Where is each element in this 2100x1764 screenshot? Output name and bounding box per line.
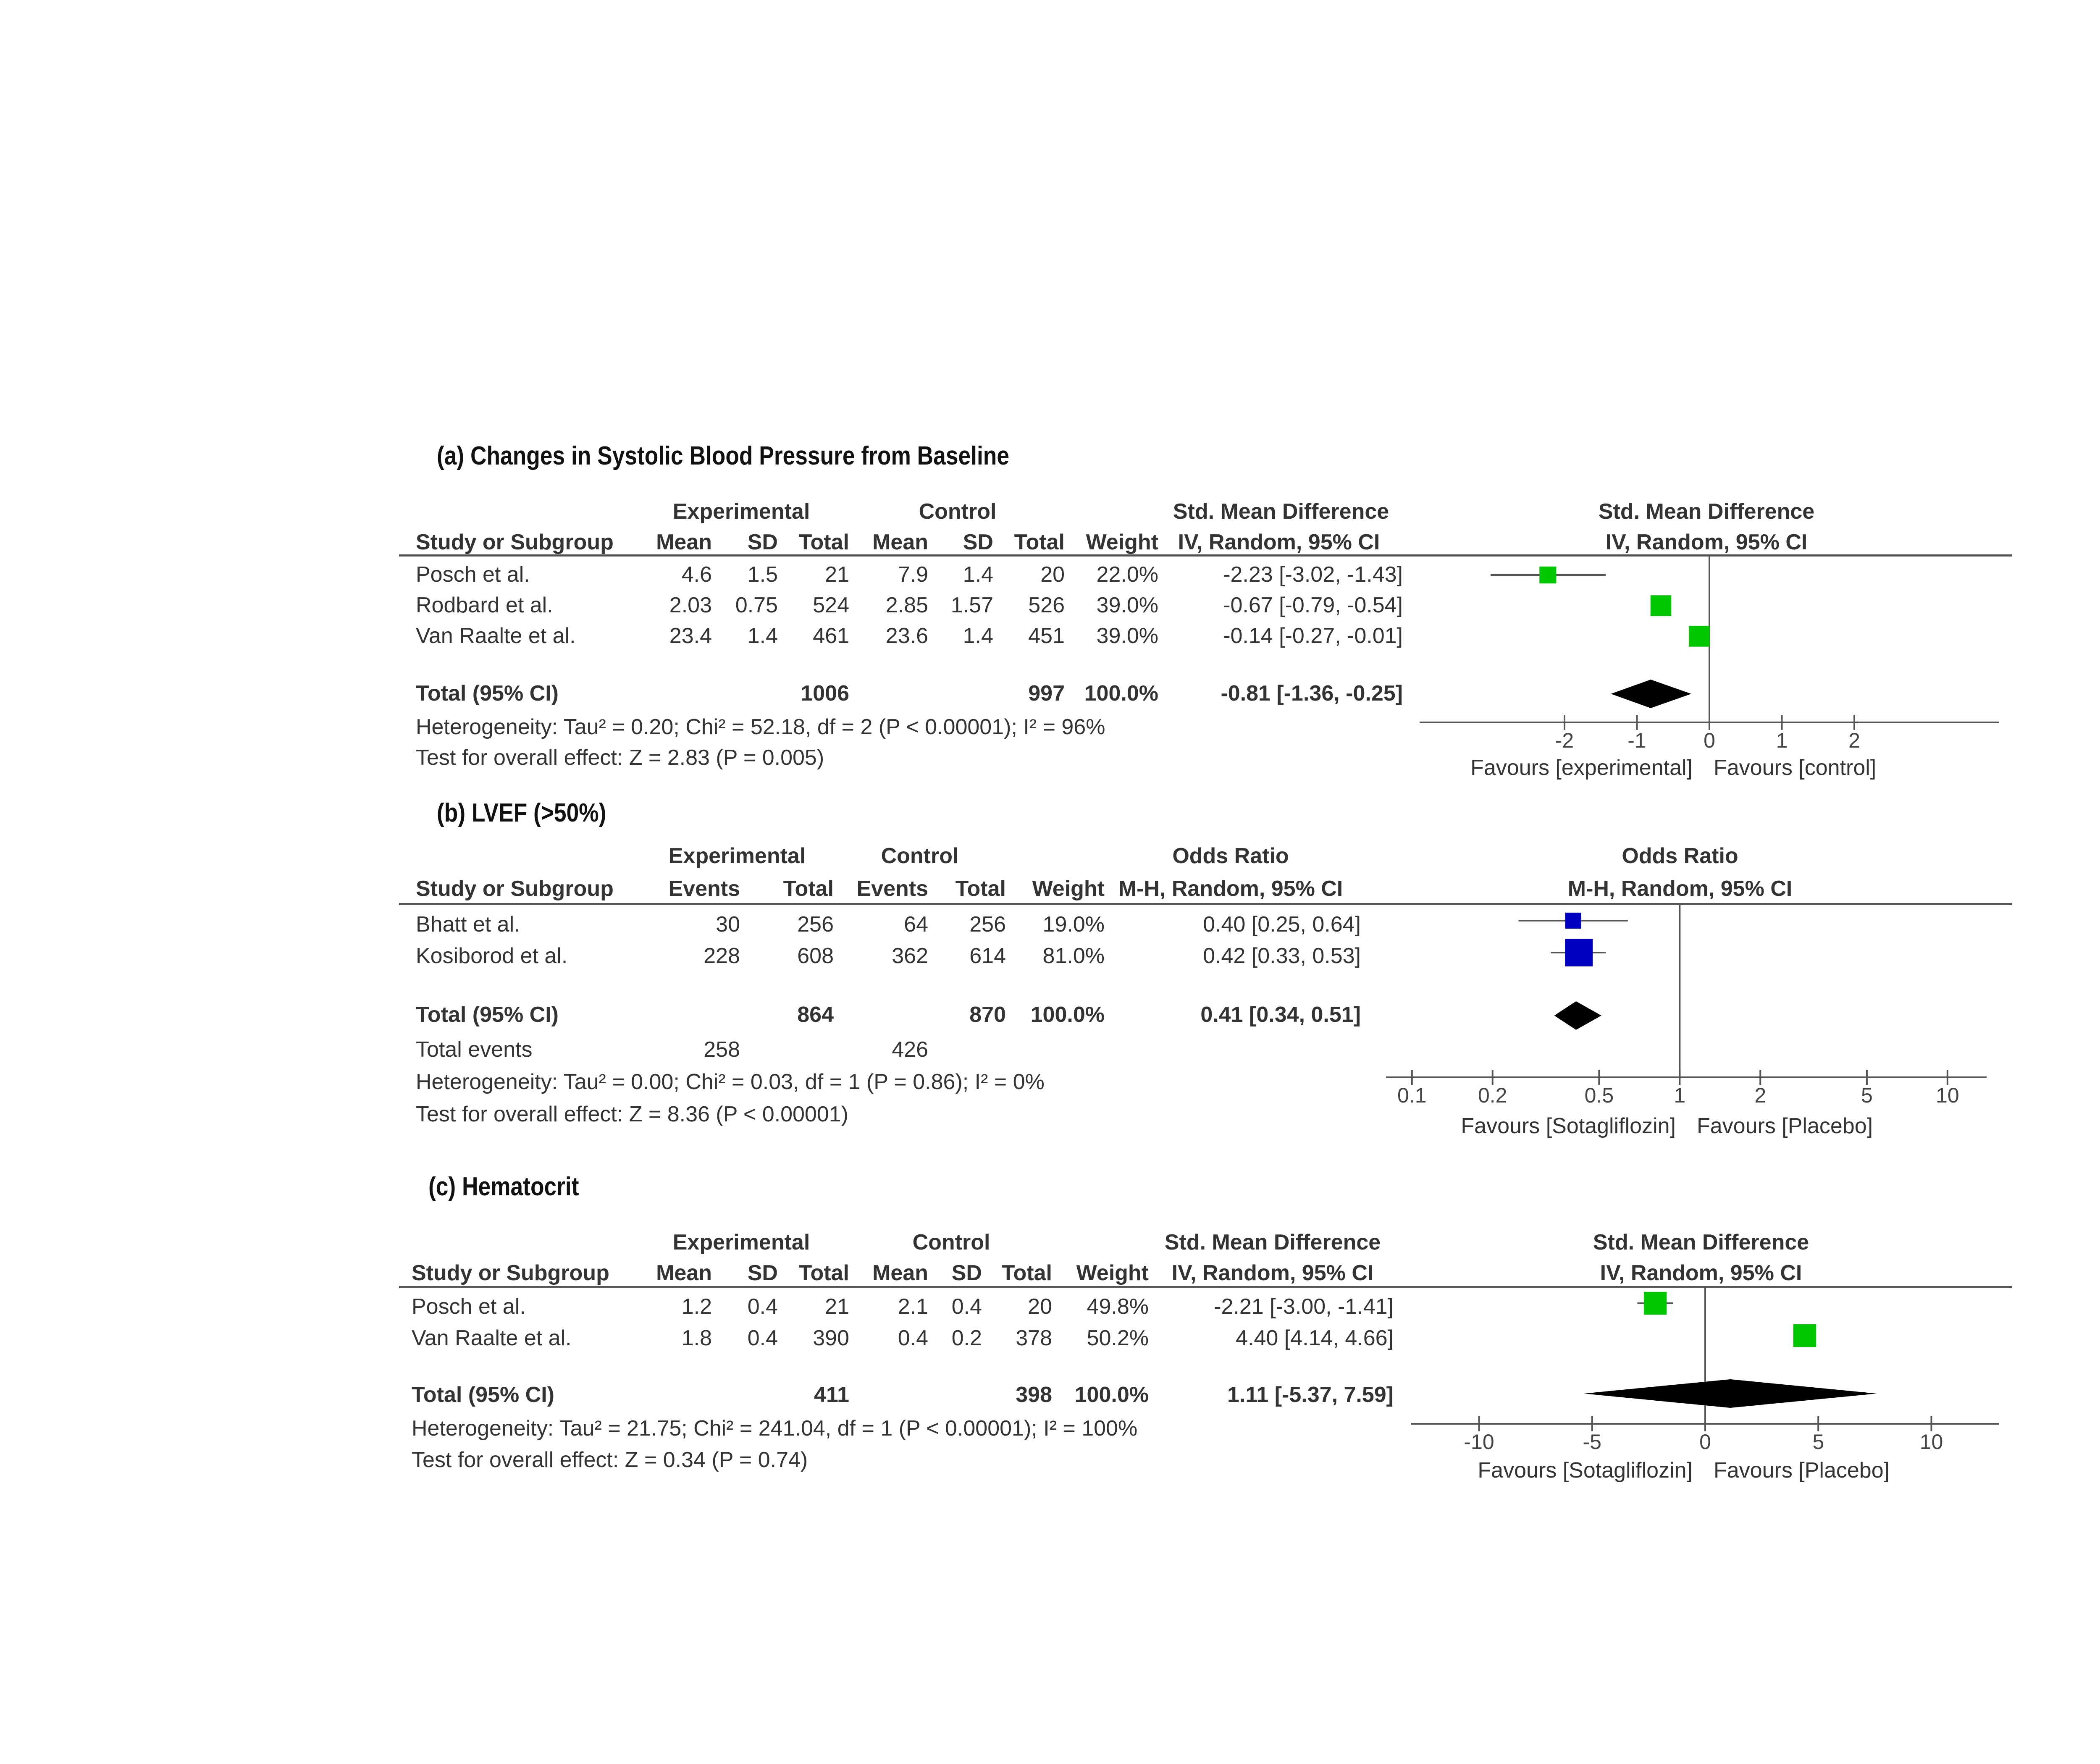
weight: 49.8% — [1087, 1294, 1149, 1319]
exp-mean: 23.4 — [669, 624, 712, 648]
ctrl-events: 64 — [904, 912, 928, 937]
col-header-exp-total: Total — [783, 877, 834, 901]
pooled-effect: 1.11 [-5.37, 7.59] — [1227, 1383, 1394, 1407]
effect-table-header: Std. Mean Difference — [1173, 499, 1389, 524]
study-name: Van Raalte et al. — [416, 624, 576, 648]
effect-plot-header: Std. Mean Difference — [1598, 499, 1815, 524]
exp-events-sum: 258 — [704, 1037, 740, 1062]
total-weight: 100.0% — [1030, 1003, 1105, 1027]
exp-total-sum: 864 — [797, 1003, 834, 1027]
col-header-ci-plot: IV, Random, 95% CI — [1600, 1261, 1802, 1285]
effect-ci: 4.40 [4.14, 4.66] — [1236, 1326, 1394, 1350]
ctrl-total: 451 — [1028, 624, 1065, 648]
col-header-study: Study or Subgroup — [416, 877, 614, 901]
col-header-ci-table: IV, Random, 95% CI — [1171, 1261, 1374, 1285]
exp-sd: 0.75 — [735, 593, 778, 617]
col-header-exp-sd: SD — [747, 530, 778, 554]
col-header-ci-plot: M-H, Random, 95% CI — [1567, 877, 1793, 901]
col-header-ci-table: IV, Random, 95% CI — [1178, 530, 1380, 554]
effect-table-header: Std. Mean Difference — [1164, 1230, 1381, 1255]
col-header-exp-total: Total — [798, 1261, 849, 1285]
panel-title: (a) Changes in Systolic Blood Pressure from Baseline — [437, 441, 1009, 470]
exp-total: 21 — [825, 562, 849, 587]
exp-mean: 1.2 — [681, 1294, 712, 1319]
x-axis-tick-label: 0.2 — [1478, 1084, 1507, 1107]
pooled-diamond — [1584, 1379, 1877, 1408]
study-name: Rodbard et al. — [416, 593, 553, 617]
heterogeneity-text: Heterogeneity: Tau² = 0.00; Chi² = 0.03, df = 1 (P = 0.86); I² = 0% — [416, 1070, 1045, 1094]
x-axis-tick-label: 5 — [1861, 1084, 1873, 1107]
favours-right-label: Favours [Placebo] — [1714, 1458, 1890, 1483]
weight: 22.0% — [1096, 562, 1158, 587]
exp-sd: 0.4 — [747, 1326, 778, 1350]
weight: 39.0% — [1096, 593, 1158, 617]
effect-plot-header: Std. Mean Difference — [1593, 1230, 1809, 1255]
col-header-ctrl-total: Total — [955, 877, 1006, 901]
study-point — [1793, 1324, 1816, 1347]
study-point — [1644, 1292, 1667, 1315]
col-header-study: Study or Subgroup — [416, 530, 614, 554]
ctrl-sd: 1.4 — [963, 624, 993, 648]
col-header-ci-plot: IV, Random, 95% CI — [1605, 530, 1808, 554]
overall-effect-text: Test for overall effect: Z = 2.83 (P = 0.005) — [416, 746, 824, 770]
col-header-study: Study or Subgroup — [412, 1261, 609, 1285]
exp-total-sum: 1006 — [801, 681, 849, 706]
overall-effect-text: Test for overall effect: Z = 0.34 (P = 0.74) — [412, 1448, 808, 1472]
heterogeneity-text: Heterogeneity: Tau² = 0.20; Chi² = 52.18, df = 2 (P < 0.00001); I² = 96% — [416, 715, 1105, 739]
exp-events: 30 — [716, 912, 740, 937]
exp-total-sum: 411 — [814, 1383, 849, 1407]
ctrl-events-sum: 426 — [892, 1037, 928, 1062]
ctrl-sd: 1.4 — [963, 562, 993, 587]
favours-left-label: Favours [Sotagliflozin] — [1478, 1458, 1693, 1483]
overall-effect-text: Test for overall effect: Z = 8.36 (P < 0.00001) — [416, 1102, 848, 1126]
total-label: Total (95% CI) — [416, 1003, 559, 1027]
col-header-exp-mean: Mean — [656, 1261, 712, 1285]
weight: 19.0% — [1042, 912, 1105, 937]
x-axis-tick-label: 1 — [1776, 729, 1788, 752]
total-weight: 100.0% — [1074, 1383, 1149, 1407]
exp-total: 461 — [813, 624, 849, 648]
panel-title: (c) Hematocrit — [428, 1172, 579, 1201]
total-weight: 100.0% — [1084, 681, 1158, 706]
x-axis-tick-label: 0 — [1699, 1430, 1711, 1454]
x-axis-tick-label: 10 — [1936, 1084, 1959, 1107]
col-header-ctrl-total: Total — [1001, 1261, 1052, 1285]
ctrl-events: 362 — [892, 944, 928, 968]
effect-ci: -2.21 [-3.00, -1.41] — [1214, 1294, 1394, 1319]
x-axis-tick-label: 0.1 — [1397, 1084, 1427, 1107]
exp-sd: 1.5 — [747, 562, 778, 587]
col-header-ci-table: M-H, Random, 95% CI — [1118, 877, 1343, 901]
heterogeneity-text: Heterogeneity: Tau² = 21.75; Chi² = 241.04, df = 1 (P < 0.00001); I² = 100% — [412, 1416, 1138, 1441]
study-name: Posch et al. — [416, 562, 530, 587]
exp-mean: 1.8 — [681, 1326, 712, 1350]
x-axis-tick-label: -10 — [1464, 1430, 1494, 1454]
exp-events: 228 — [704, 944, 740, 968]
exp-sd: 0.4 — [747, 1294, 778, 1319]
ctrl-total: 614 — [969, 944, 1006, 968]
pooled-effect: 0.41 [0.34, 0.51] — [1200, 1003, 1361, 1027]
effect-ci: 0.40 [0.25, 0.64] — [1203, 912, 1361, 937]
exp-mean: 2.03 — [669, 593, 712, 617]
col-header-weight: Weight — [1076, 1261, 1149, 1285]
pooled-effect: -0.81 [-1.36, -0.25] — [1221, 681, 1403, 706]
exp-total: 21 — [825, 1294, 849, 1319]
study-name: Bhatt et al. — [416, 912, 520, 937]
col-header-exp-sd: SD — [747, 1261, 778, 1285]
effect-ci: -0.67 [-0.79, -0.54] — [1223, 593, 1403, 617]
total-label: Total (95% CI) — [412, 1383, 554, 1407]
col-header-ctrl-mean: Mean — [872, 530, 928, 554]
effect-ci: -0.14 [-0.27, -0.01] — [1223, 624, 1403, 648]
x-axis-tick-label: 2 — [1848, 729, 1860, 752]
study-name: Posch et al. — [412, 1294, 526, 1319]
ctrl-total: 256 — [969, 912, 1006, 937]
favours-right-label: Favours [Placebo] — [1697, 1114, 1873, 1138]
ctrl-total-sum: 870 — [969, 1003, 1006, 1027]
x-axis-tick-label: 0.5 — [1584, 1084, 1614, 1107]
experimental-header: Experimental — [672, 1230, 810, 1255]
exp-total: 608 — [797, 944, 834, 968]
favours-left-label: Favours [Sotagliflozin] — [1461, 1114, 1676, 1138]
total-events-label: Total events — [416, 1037, 533, 1062]
exp-sd: 1.4 — [747, 624, 778, 648]
experimental-header: Experimental — [668, 844, 806, 868]
ctrl-sd: 0.2 — [951, 1326, 982, 1350]
panel-title: (b) LVEF (>50%) — [437, 798, 606, 827]
x-axis-tick-label: -5 — [1583, 1430, 1602, 1454]
total-label: Total (95% CI) — [416, 681, 559, 706]
exp-total: 256 — [797, 912, 834, 937]
effect-ci: -2.23 [-3.02, -1.43] — [1223, 562, 1403, 587]
ctrl-total-sum: 398 — [1016, 1383, 1052, 1407]
col-header-ctrl-sd: SD — [963, 530, 993, 554]
ctrl-sd: 1.57 — [950, 593, 993, 617]
x-axis-tick-label: 5 — [1812, 1430, 1824, 1454]
exp-total: 524 — [813, 593, 849, 617]
col-header-ctrl-events: Events — [856, 877, 928, 901]
ctrl-total: 20 — [1028, 1294, 1052, 1319]
col-header-exp-total: Total — [798, 530, 849, 554]
effect-ci: 0.42 [0.33, 0.53] — [1203, 944, 1361, 968]
ctrl-total-sum: 997 — [1028, 681, 1065, 706]
ctrl-mean: 0.4 — [898, 1326, 928, 1350]
experimental-header: Experimental — [672, 499, 810, 524]
weight: 39.0% — [1096, 624, 1158, 648]
col-header-exp-events: Events — [668, 877, 740, 901]
weight: 81.0% — [1042, 944, 1105, 968]
x-axis-tick-label: 0 — [1704, 729, 1715, 752]
ctrl-mean: 7.9 — [898, 562, 928, 587]
study-name: Kosiborod et al. — [416, 944, 568, 968]
control-header: Control — [881, 844, 959, 868]
control-header: Control — [912, 1230, 990, 1255]
ctrl-total: 20 — [1040, 562, 1065, 587]
effect-table-header: Odds Ratio — [1172, 844, 1289, 868]
favours-left-label: Favours [experimental] — [1470, 756, 1693, 780]
x-axis-tick-label: 2 — [1754, 1084, 1767, 1107]
study-name: Van Raalte et al. — [412, 1326, 572, 1350]
ctrl-total: 526 — [1028, 593, 1065, 617]
x-axis-tick-label: 1 — [1674, 1084, 1686, 1107]
effect-plot-header: Odds Ratio — [1622, 844, 1738, 868]
ctrl-mean: 2.1 — [898, 1294, 928, 1319]
ctrl-total: 378 — [1016, 1326, 1052, 1350]
weight: 50.2% — [1087, 1326, 1149, 1350]
x-axis-tick-label: -1 — [1628, 729, 1646, 752]
col-header-weight: Weight — [1032, 877, 1105, 901]
favours-right-label: Favours [control] — [1714, 756, 1877, 780]
col-header-weight: Weight — [1086, 530, 1158, 554]
exp-mean: 4.6 — [681, 562, 712, 587]
col-header-ctrl-total: Total — [1014, 530, 1065, 554]
x-axis-tick-label: -2 — [1555, 729, 1574, 752]
exp-total: 390 — [813, 1326, 849, 1350]
col-header-ctrl-mean: Mean — [872, 1261, 928, 1285]
ctrl-mean: 2.85 — [885, 593, 928, 617]
x-axis-tick-label: 10 — [1919, 1430, 1943, 1454]
col-header-ctrl-sd: SD — [951, 1261, 982, 1285]
control-header: Control — [919, 499, 997, 524]
ctrl-sd: 0.4 — [951, 1294, 982, 1319]
ctrl-mean: 23.6 — [885, 624, 928, 648]
col-header-exp-mean: Mean — [656, 530, 712, 554]
